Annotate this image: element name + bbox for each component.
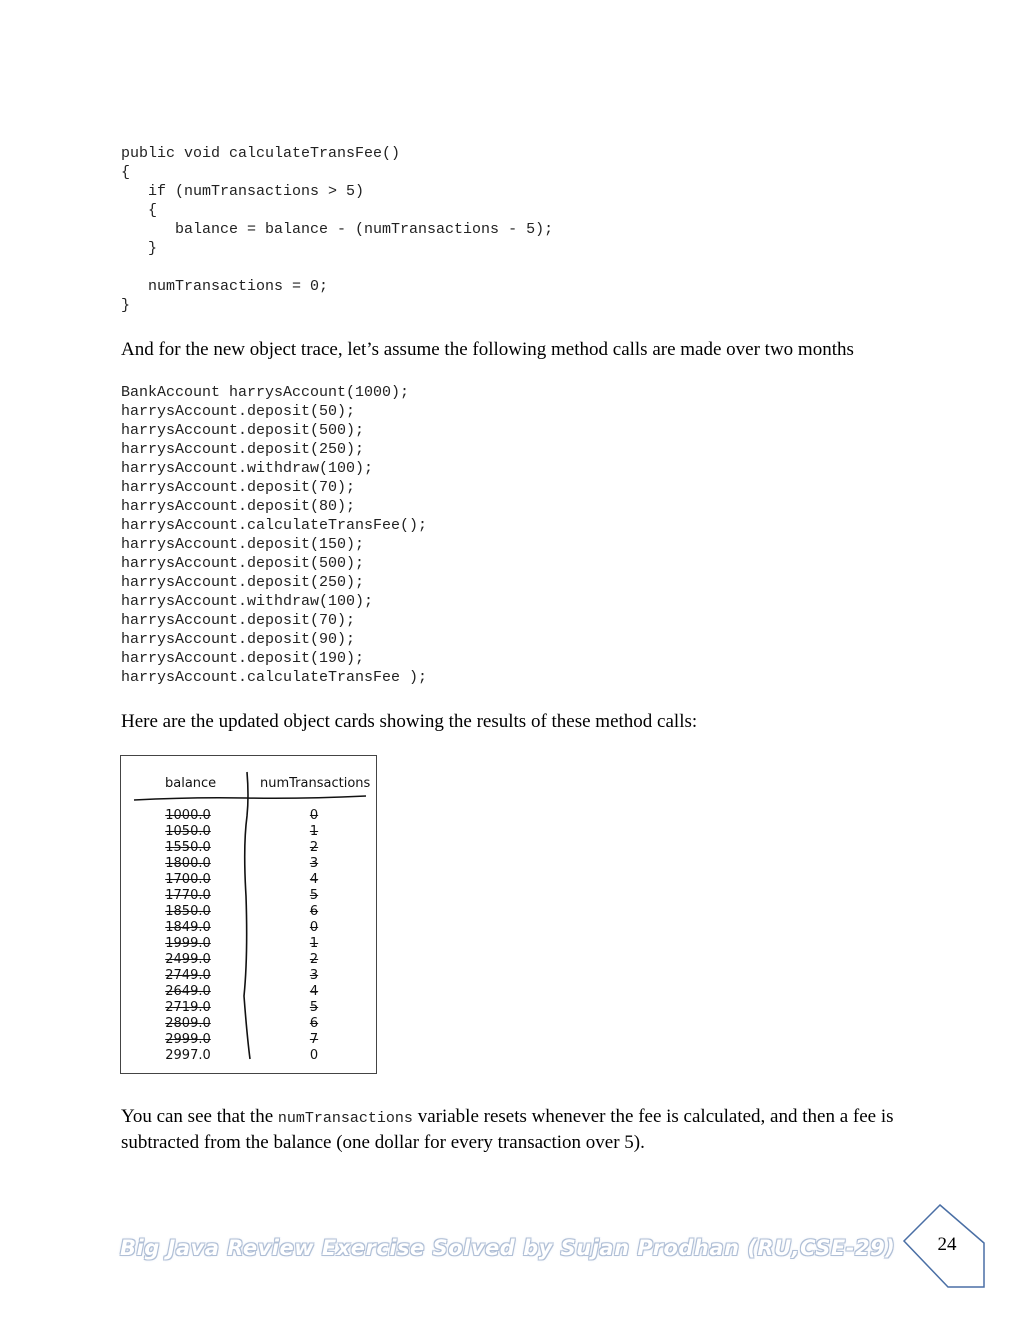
num-transactions-value: 4 [309, 984, 319, 999]
code-line: harrysAccount.deposit(500); [121, 422, 365, 439]
balance-value: 1850.0 [165, 904, 211, 919]
conclusion-text-after: variable resets whenever the fee is calculated, and then a fee is subtracted from the balance (one dollar for every transaction over 5). [121, 1106, 894, 1153]
balance-value: 1700.0 [165, 872, 211, 887]
code-line: harrysAccount.withdraw(100); [121, 593, 374, 610]
footer-title-suffix: (RU,CSE-29) [747, 1236, 896, 1260]
num-transactions-header: numTransactions [260, 776, 371, 791]
num-transactions-value: 2 [309, 952, 319, 967]
balance-value: 2749.0 [165, 968, 211, 983]
code-line: } [121, 297, 131, 314]
num-transactions-value: 7 [309, 1032, 319, 1047]
code-line: harrysAccount.withdraw(100); [121, 460, 374, 477]
num-transactions-value: 2 [309, 840, 319, 855]
inline-code-num-transactions: numTransactions [277, 1110, 413, 1127]
num-transactions-value: 6 [309, 904, 319, 919]
code-line: if (numTransactions > 5) [121, 183, 365, 200]
code-line: harrysAccount.deposit(250); [121, 574, 365, 591]
code-line: harrysAccount.deposit(90); [121, 631, 356, 648]
balance-value: 2649.0 [165, 984, 211, 999]
balance-value: 2997.0 [165, 1048, 211, 1063]
code-line: balance = balance - (numTransactions - 5); [121, 221, 554, 238]
code-line: { [121, 202, 158, 219]
balance-value: 1999.0 [165, 936, 211, 951]
code-line: harrysAccount.calculateTransFee(); [121, 517, 428, 534]
code-line: harrysAccount.deposit(50); [121, 403, 356, 420]
balance-value: 1050.0 [165, 824, 211, 839]
code-block-method [121, 144, 553, 315]
num-transactions-value: 1 [309, 824, 319, 839]
code-line: harrysAccount.deposit(250); [121, 441, 365, 458]
code-line: BankAccount harrysAccount(1000); [121, 384, 410, 401]
num-transactions-value: 0 [309, 1048, 319, 1063]
num-transactions-value: 5 [309, 888, 319, 903]
balance-value: 2499.0 [165, 952, 211, 967]
num-transactions-value: 3 [309, 968, 319, 983]
code-line: harrysAccount.deposit(190); [121, 650, 365, 667]
num-transactions-value: 0 [309, 808, 319, 823]
balance-value: 1800.0 [165, 856, 211, 871]
balance-value: 2719.0 [165, 1000, 211, 1015]
code-line: numTransactions = 0; [121, 278, 329, 295]
code-line: harrysAccount.deposit(150); [121, 536, 365, 553]
code-line: harrysAccount.deposit(500); [121, 555, 365, 572]
code-line: public void calculateTransFee() [121, 145, 401, 162]
code-block-method-calls [121, 383, 427, 687]
balance-value: 1000.0 [165, 808, 211, 823]
intro-paragraph: And for the new object trace, let’s assume the following method calls are made over two months [121, 339, 854, 360]
code-line: } [121, 240, 158, 257]
num-transactions-value: 6 [309, 1016, 319, 1031]
conclusion-paragraph [121, 1105, 911, 1155]
balance-value: 2999.0 [165, 1032, 211, 1047]
object-card [120, 755, 377, 1074]
page-number: 24 [937, 1234, 957, 1255]
num-transactions-value: 0 [309, 920, 319, 935]
balance-value: 1849.0 [165, 920, 211, 935]
code-line: harrysAccount.deposit(70); [121, 612, 356, 629]
conclusion-text-before: You can see that the [121, 1106, 278, 1127]
code-line: harrysAccount.calculateTransFee ); [121, 669, 428, 686]
balance-header: balance [165, 776, 217, 791]
code-line [121, 258, 553, 277]
num-transactions-value: 4 [309, 872, 319, 887]
balance-value: 1550.0 [165, 840, 211, 855]
code-line: harrysAccount.deposit(70); [121, 479, 356, 496]
num-transactions-column [291, 808, 337, 1064]
cards-intro-paragraph: Here are the updated object cards showing the results of these method calls: [121, 711, 698, 732]
code-line: harrysAccount.deposit(80); [121, 498, 356, 515]
footer-title-text: Big Java Review Exercise Solved by Sujan Prodhan [120, 1236, 740, 1260]
balance-value: 1770.0 [165, 888, 211, 903]
code-line: { [121, 164, 131, 181]
num-transactions-value: 1 [309, 936, 319, 951]
num-transactions-value: 3 [309, 856, 319, 871]
balance-value: 2809.0 [165, 1016, 211, 1031]
balance-column [157, 808, 219, 1064]
footer-title [120, 1236, 895, 1260]
num-transactions-value: 5 [309, 1000, 319, 1015]
